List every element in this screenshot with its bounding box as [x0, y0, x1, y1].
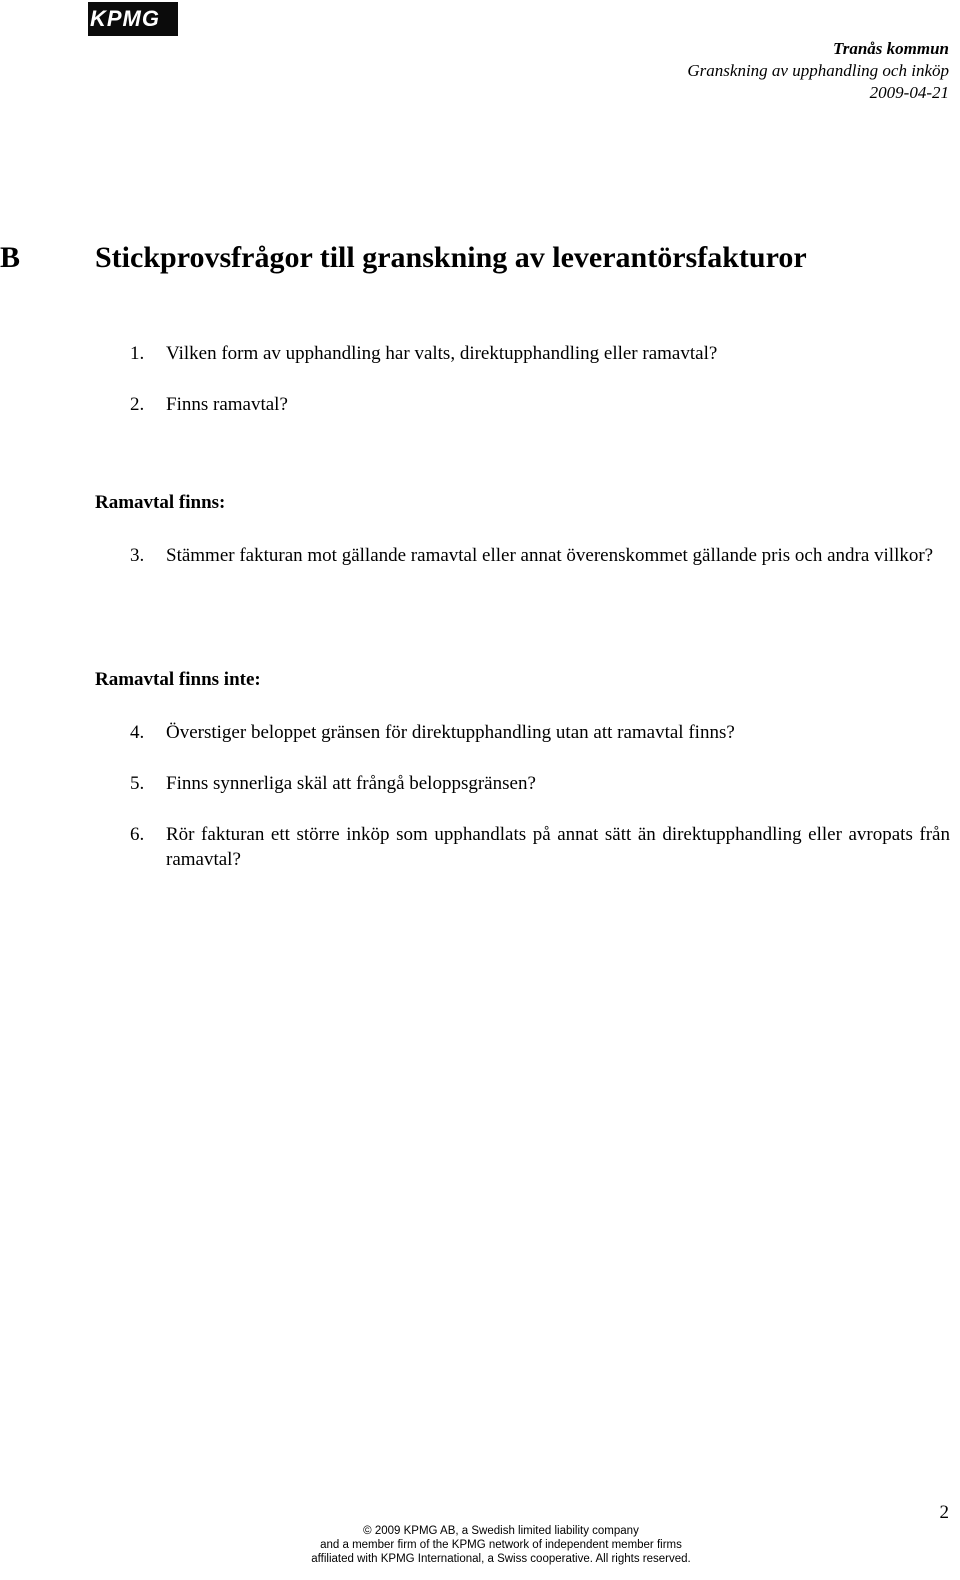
question-number: 4. — [130, 722, 145, 743]
question-number: 6. — [130, 824, 145, 845]
section-title: Stickprovsfrågor till granskning av leverantörsfakturor — [95, 241, 807, 274]
subheading-ramavtal-finns: Ramavtal finns: — [95, 492, 226, 513]
question-text: Finns ramavtal? — [166, 394, 288, 415]
footer-line-2: and a member firm of the KPMG network of independent member firms — [320, 1539, 682, 1551]
logo-text: KPMG — [90, 6, 160, 31]
question-1 — [130, 341, 950, 366]
header-organization: Tranås kommun — [832, 39, 949, 58]
page-footer — [0, 1524, 960, 1566]
question-number: 5. — [130, 773, 145, 794]
question-5 — [130, 771, 950, 796]
question-text: Överstiger beloppet gränsen för direktupphandling utan att ramavtal finns? — [166, 722, 735, 743]
question-text: Finns synnerliga skäl att frångå beloppsgränsen? — [166, 773, 536, 794]
question-2 — [130, 392, 950, 417]
question-text: Vilken form av upphandling har valts, direktupphandling eller ramavtal? — [166, 343, 718, 364]
kpmg-logo — [88, 2, 178, 36]
page-number: 2 — [939, 1502, 949, 1523]
question-4 — [130, 720, 950, 745]
footer-line-3: affiliated with KPMG International, a Swiss cooperative. All rights reserved. — [311, 1553, 691, 1565]
question-text: Rör fakturan ett större inköp som upphandlats på annat sätt än direktupphandling eller avropats från ramavtal? — [166, 824, 950, 870]
section-letter: B — [0, 241, 21, 274]
question-number: 3. — [130, 545, 145, 566]
question-3 — [130, 543, 950, 568]
question-number: 1. — [130, 343, 145, 364]
subheading-ramavtal-finns-inte: Ramavtal finns inte: — [95, 669, 261, 690]
question-number: 2. — [130, 394, 145, 415]
header-report-title: Granskning av upphandling och inköp — [687, 61, 949, 80]
question-6 — [130, 822, 950, 872]
header-date: 2009-04-21 — [869, 83, 949, 102]
footer-line-1: © 2009 KPMG AB, a Swedish limited liability company — [363, 1525, 639, 1537]
question-text: Stämmer fakturan mot gällande ramavtal eller annat överenskommet gällande pris och andra villkor? — [166, 545, 934, 566]
page-header — [687, 38, 949, 104]
